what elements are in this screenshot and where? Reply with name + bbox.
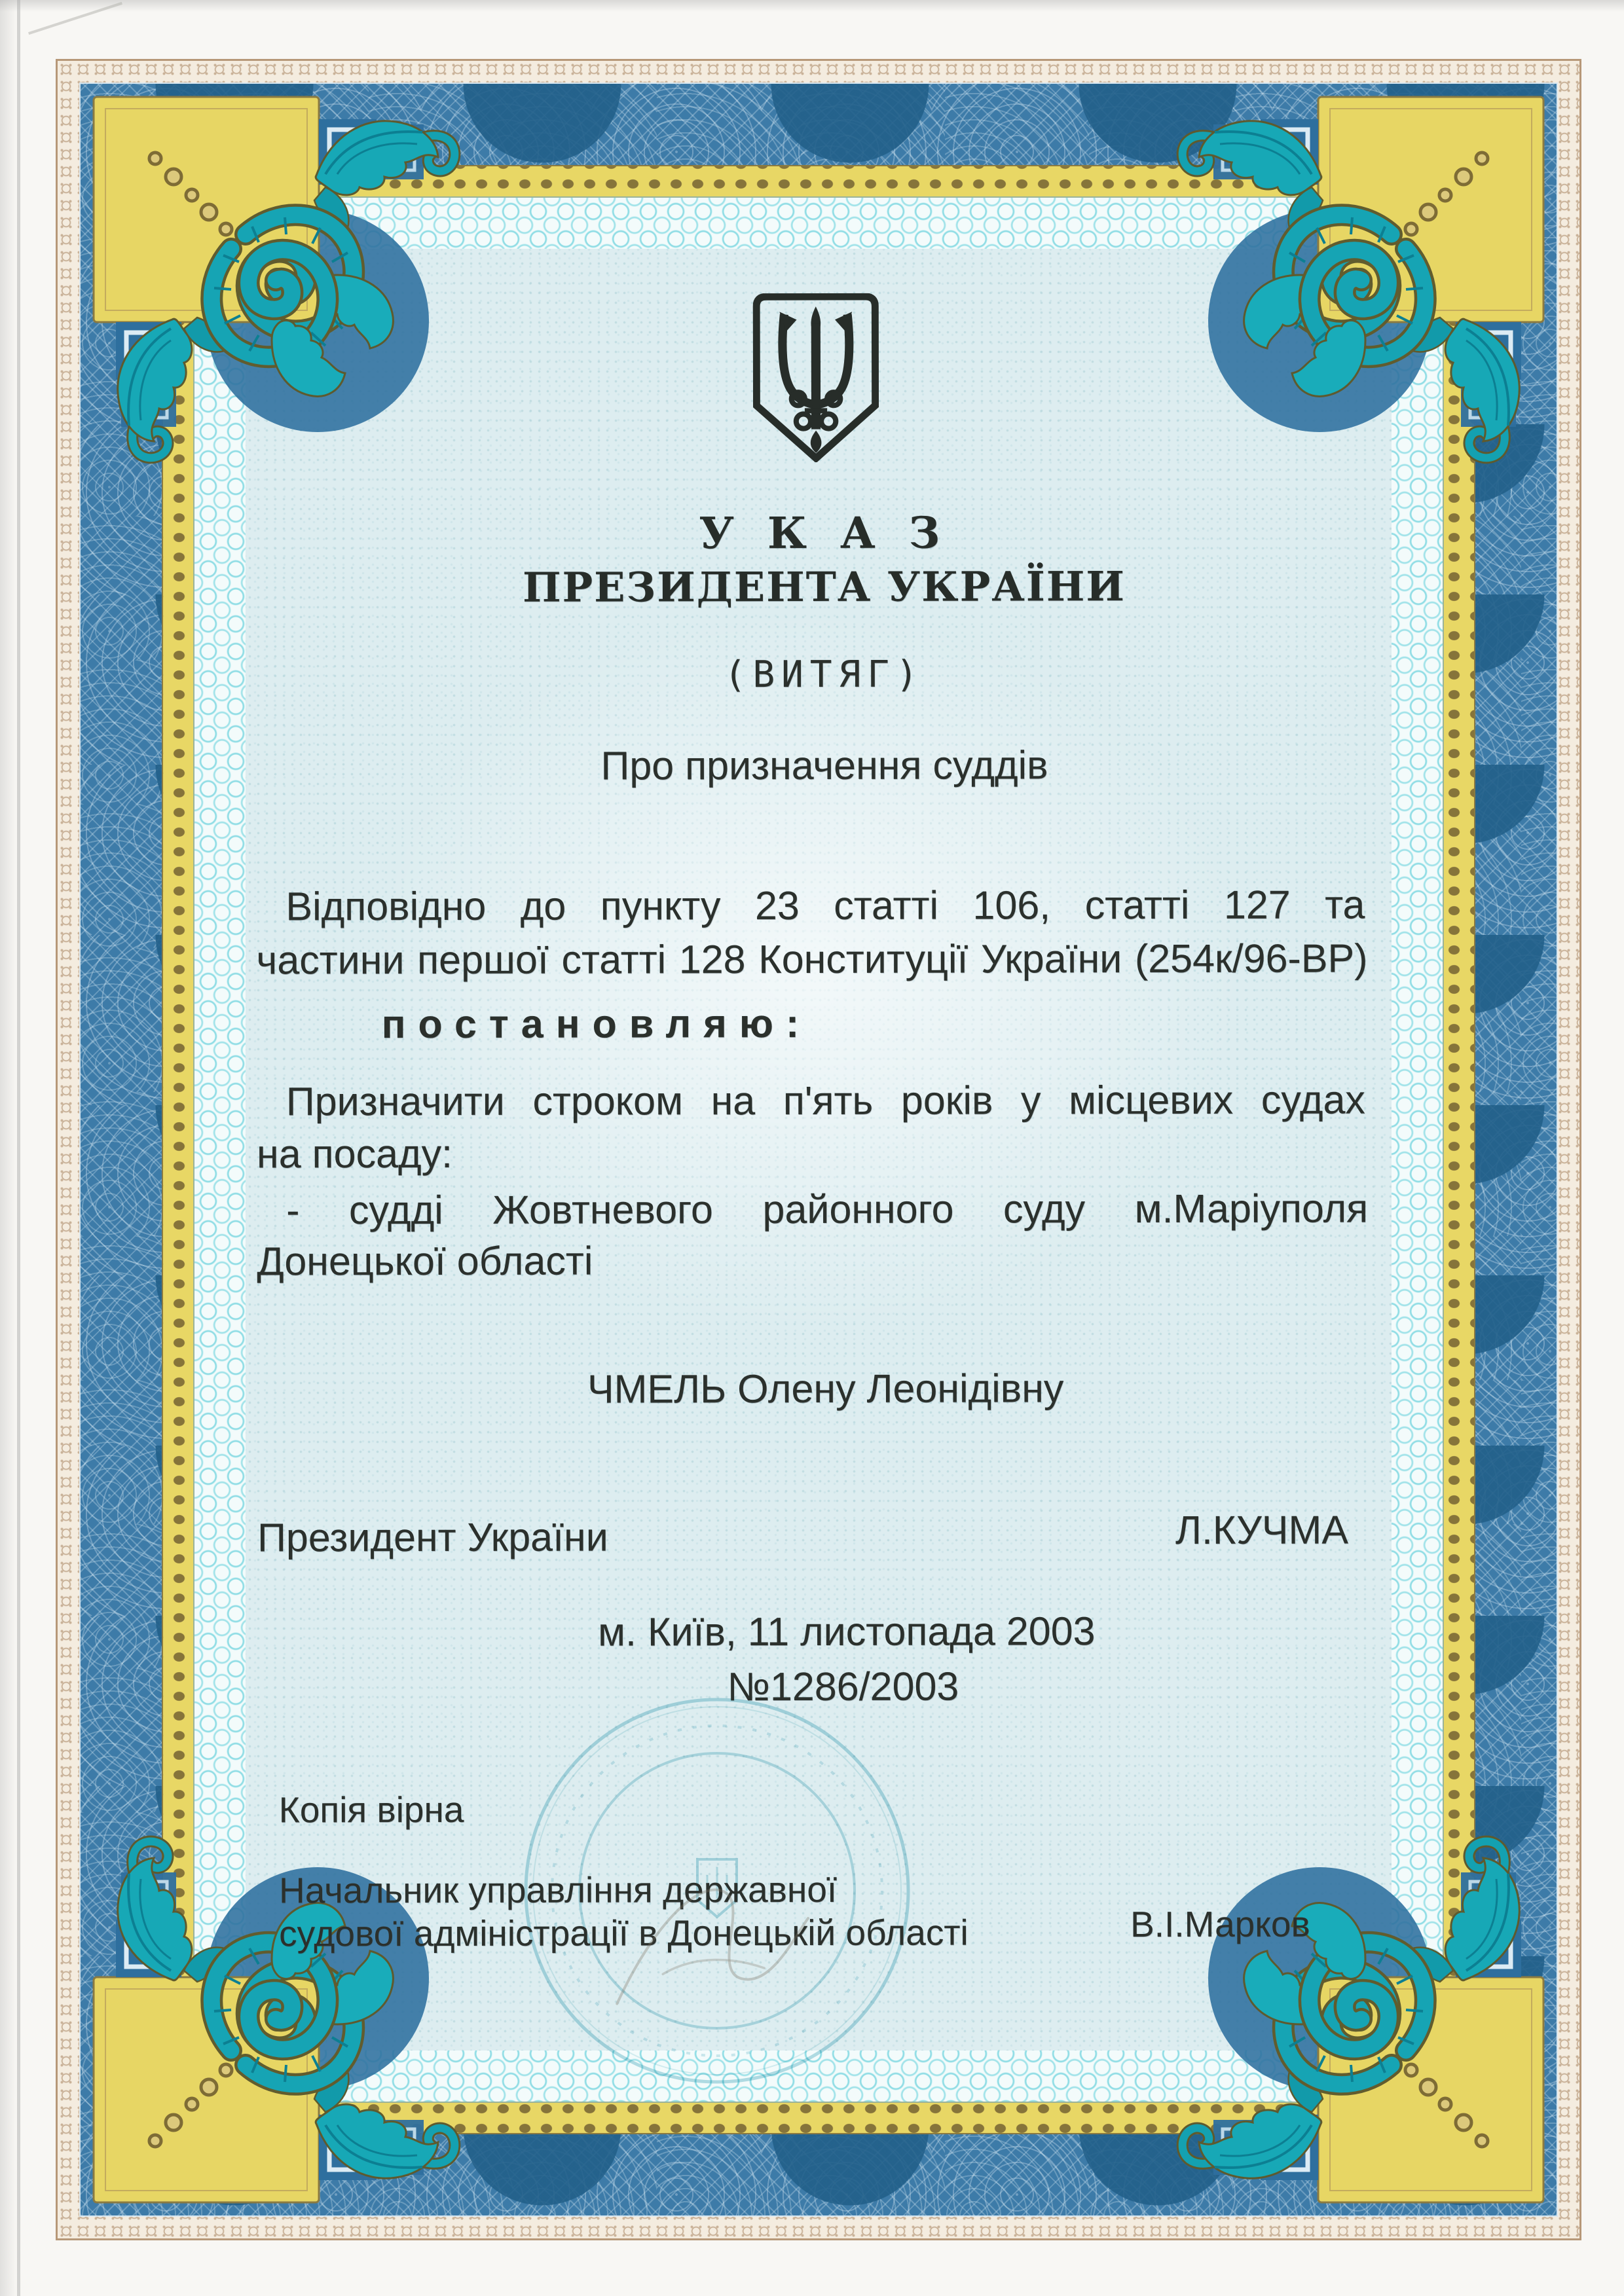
ukraine-trident-emblem-icon (753, 293, 879, 462)
appointment-line-2: на посаду: (256, 1131, 453, 1176)
decree-title-issuer: ПРЕЗИДЕНТА УКРАЇНИ (522, 562, 1126, 611)
position-line-1: - судді Жовтневого районного суду м.Маріуполя (286, 1186, 1369, 1233)
signer-name: Л.КУЧМА (1175, 1507, 1349, 1553)
position-line-2: Донецької області (257, 1238, 593, 1284)
appointee-name: ЧМЕЛЬ Олену Леонідівну (587, 1366, 1064, 1412)
resolve-word: постановляю: (381, 1001, 812, 1047)
extract-label: (ВИТЯГ) (724, 653, 925, 697)
copy-certification-label: Копія вірна (278, 1789, 464, 1831)
issue-place-date: м. Київ, 11 листопада 2003 (598, 1609, 1096, 1654)
decree-title-word: У К А З (699, 507, 950, 559)
certifying-official-title-line-1: Начальник управління державної (278, 1868, 838, 1911)
preamble-line-1: Відповідно до пункту 23 статті 106, статті 127 та (286, 882, 1365, 929)
handwritten-signature (578, 1840, 893, 2050)
decree-subject: Про призначення суддів (600, 742, 1048, 788)
certifying-official-title-line-2: судової адміністрації в Донецькій області (279, 1912, 969, 1954)
decree-number: №1286/2003 (727, 1664, 959, 1709)
appointment-line-1: Призначити строком на п'ять років у місцевих судах (286, 1077, 1365, 1124)
certifying-official-name: В.І.Марков (1130, 1903, 1310, 1945)
signer-title: Президент України (257, 1514, 608, 1560)
preamble-line-2: частини першої статті 128 Конституції України (254к/96-ВР) (256, 936, 1368, 983)
